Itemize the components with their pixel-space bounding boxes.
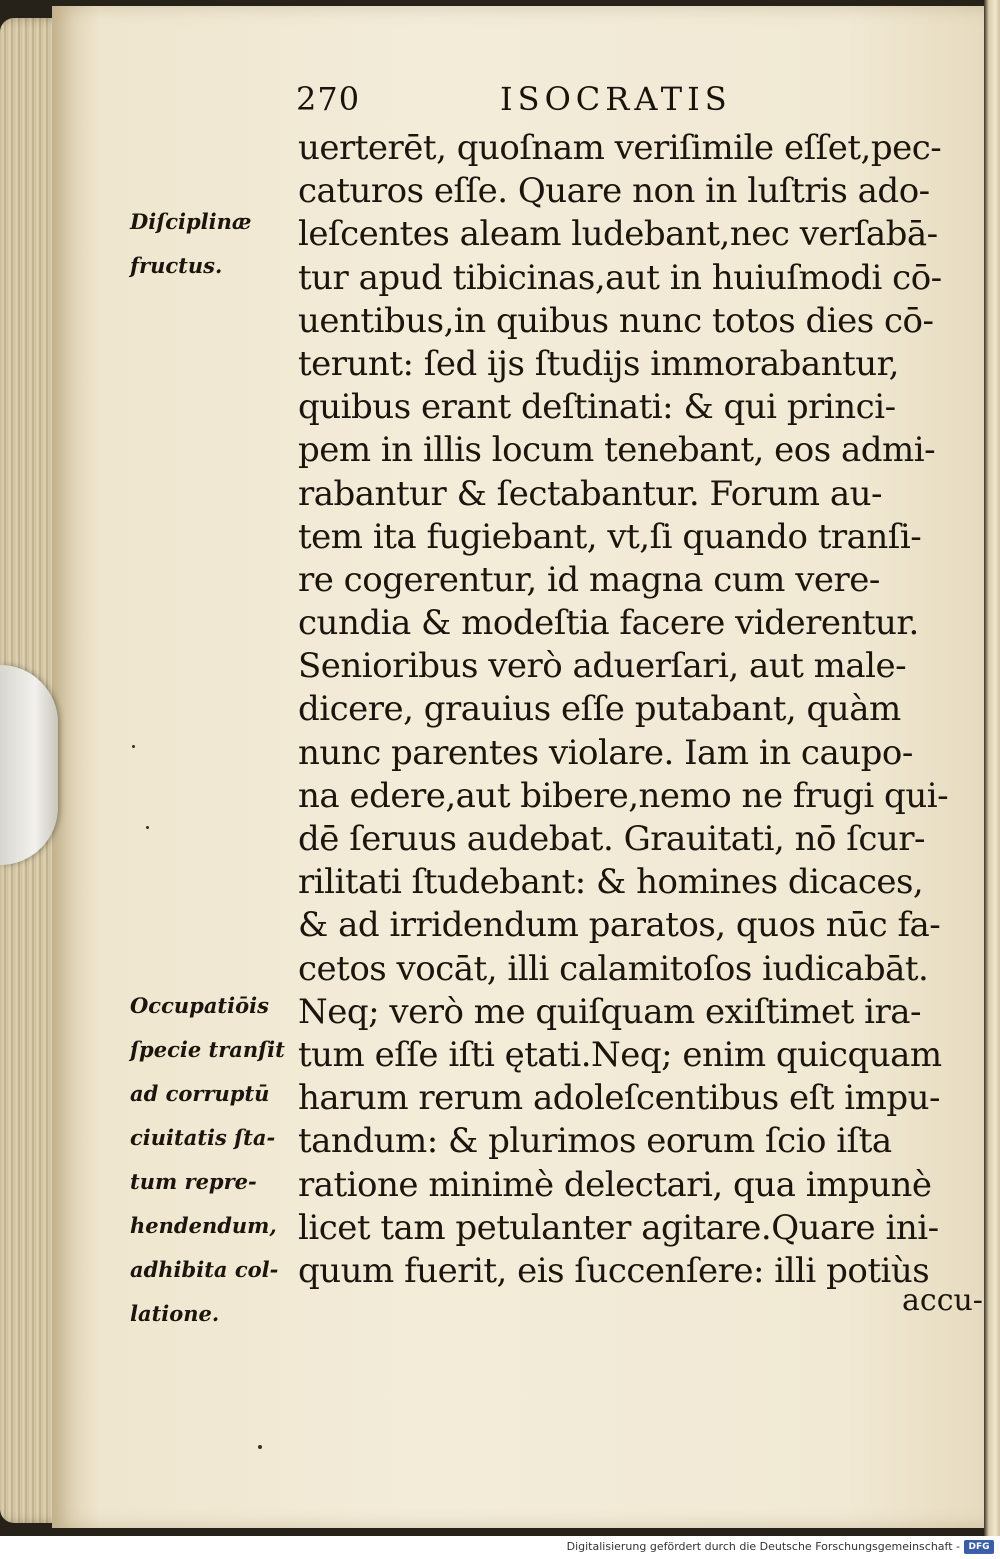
text-line: na edere,aut bibere,nemo ne frugi qui- xyxy=(298,775,949,816)
text-line: dicere, grauius eſſe putabant, quàm xyxy=(298,689,901,730)
marginal-note-occupation xyxy=(130,984,285,1336)
marginal-note-line: hendendum, xyxy=(130,1213,277,1238)
marginal-note-line: Occupatiōis xyxy=(130,993,269,1018)
text-line: quum fuerit, eis ſuccenſere: illi potiùs xyxy=(298,1250,930,1291)
marginal-note-line: adhibita col- xyxy=(130,1257,279,1282)
marginal-note-line: ſpecie tranſit xyxy=(130,1037,285,1062)
text-line: harum rerum adoleſcentibus eſt impu- xyxy=(298,1078,940,1119)
marginal-note-line: Diſciplinæ xyxy=(130,209,252,234)
marginal-note-discipline xyxy=(130,200,251,288)
text-line: Senioribus verò aduerſari, aut male- xyxy=(298,646,907,687)
text-line: re cogerentur, id magna cum vere- xyxy=(298,559,880,600)
ink-speck xyxy=(146,826,149,829)
body-text xyxy=(298,127,988,1293)
text-line: tum eſſe iſti ętati.Neq; enim quicquam xyxy=(298,1034,942,1075)
text-line: tem ita fugiebant, vt,ſi quando tranſi- xyxy=(298,516,922,557)
ink-speck xyxy=(258,1445,262,1449)
text-line: rabantur & ſectabantur. Forum au- xyxy=(298,473,883,514)
text-line: dē ſeruus audebat. Grauitati, nō ſcur- xyxy=(298,819,926,859)
footer-bar xyxy=(0,1536,1000,1559)
page-clip xyxy=(0,665,58,865)
text-line: terunt: ſed ijs ſtudijs immorabantur, xyxy=(298,343,899,384)
marginal-note-line: ciuitatis ſta- xyxy=(130,1125,276,1150)
marginal-note-line: tum repre- xyxy=(130,1169,257,1194)
text-line: tandum: & plurimos eorum ſcio iſta xyxy=(298,1121,892,1162)
catchword: accu- xyxy=(902,1283,983,1318)
running-title: ISOCRATIS xyxy=(500,80,732,118)
text-line: pem in illis locum tenebant, eos admi- xyxy=(298,430,936,471)
text-line: licet tam petulanter agitare.Quare ini- xyxy=(298,1207,939,1248)
text-line: quibus erant deſtinati: & qui princi- xyxy=(298,387,896,428)
text-line: nunc parentes violare. Iam in caupo- xyxy=(298,732,913,773)
text-line: caturos eſſe. Quare non in luſtris ado- xyxy=(298,171,930,212)
text-line: cundia & modeſtia facere viderentur. xyxy=(298,603,919,644)
text-line: leſcentes aleam ludebant,nec verſabā- xyxy=(298,214,938,255)
text-line: ratione minimè delectari, qua impunè xyxy=(298,1164,932,1205)
text-line: & ad irridendum paratos, quos nūc fa- xyxy=(298,905,941,946)
text-line: uerterēt, quoſnam veriſimile eſſet,pec- xyxy=(298,128,942,168)
ink-speck xyxy=(132,745,135,748)
marginal-note-line: latione. xyxy=(130,1301,220,1326)
marginal-note-line: ad corruptū xyxy=(130,1081,270,1106)
page-header xyxy=(0,80,1000,130)
text-line: rilitati ſtudebant: & homines dicaces, xyxy=(298,862,924,903)
marginal-note-line: fructus. xyxy=(130,253,223,278)
text-line: tur apud tibicinas,aut in huiuſmodi cō- xyxy=(298,257,942,298)
text-line: uentibus,in quibus nunc totos dies cō- xyxy=(298,300,934,341)
text-line: cetos vocāt, illi calamitoſos iudicabāt. xyxy=(298,948,929,989)
dfg-logo: DFG xyxy=(964,1540,994,1554)
text-line: Neq; verò me quiſquam exiſtimet ira- xyxy=(298,991,922,1032)
page-number: 270 xyxy=(296,80,361,118)
footer-credit: Digitalisierung gefördert durch die Deutsche Forschungsgemeinschaft - xyxy=(566,1540,960,1553)
